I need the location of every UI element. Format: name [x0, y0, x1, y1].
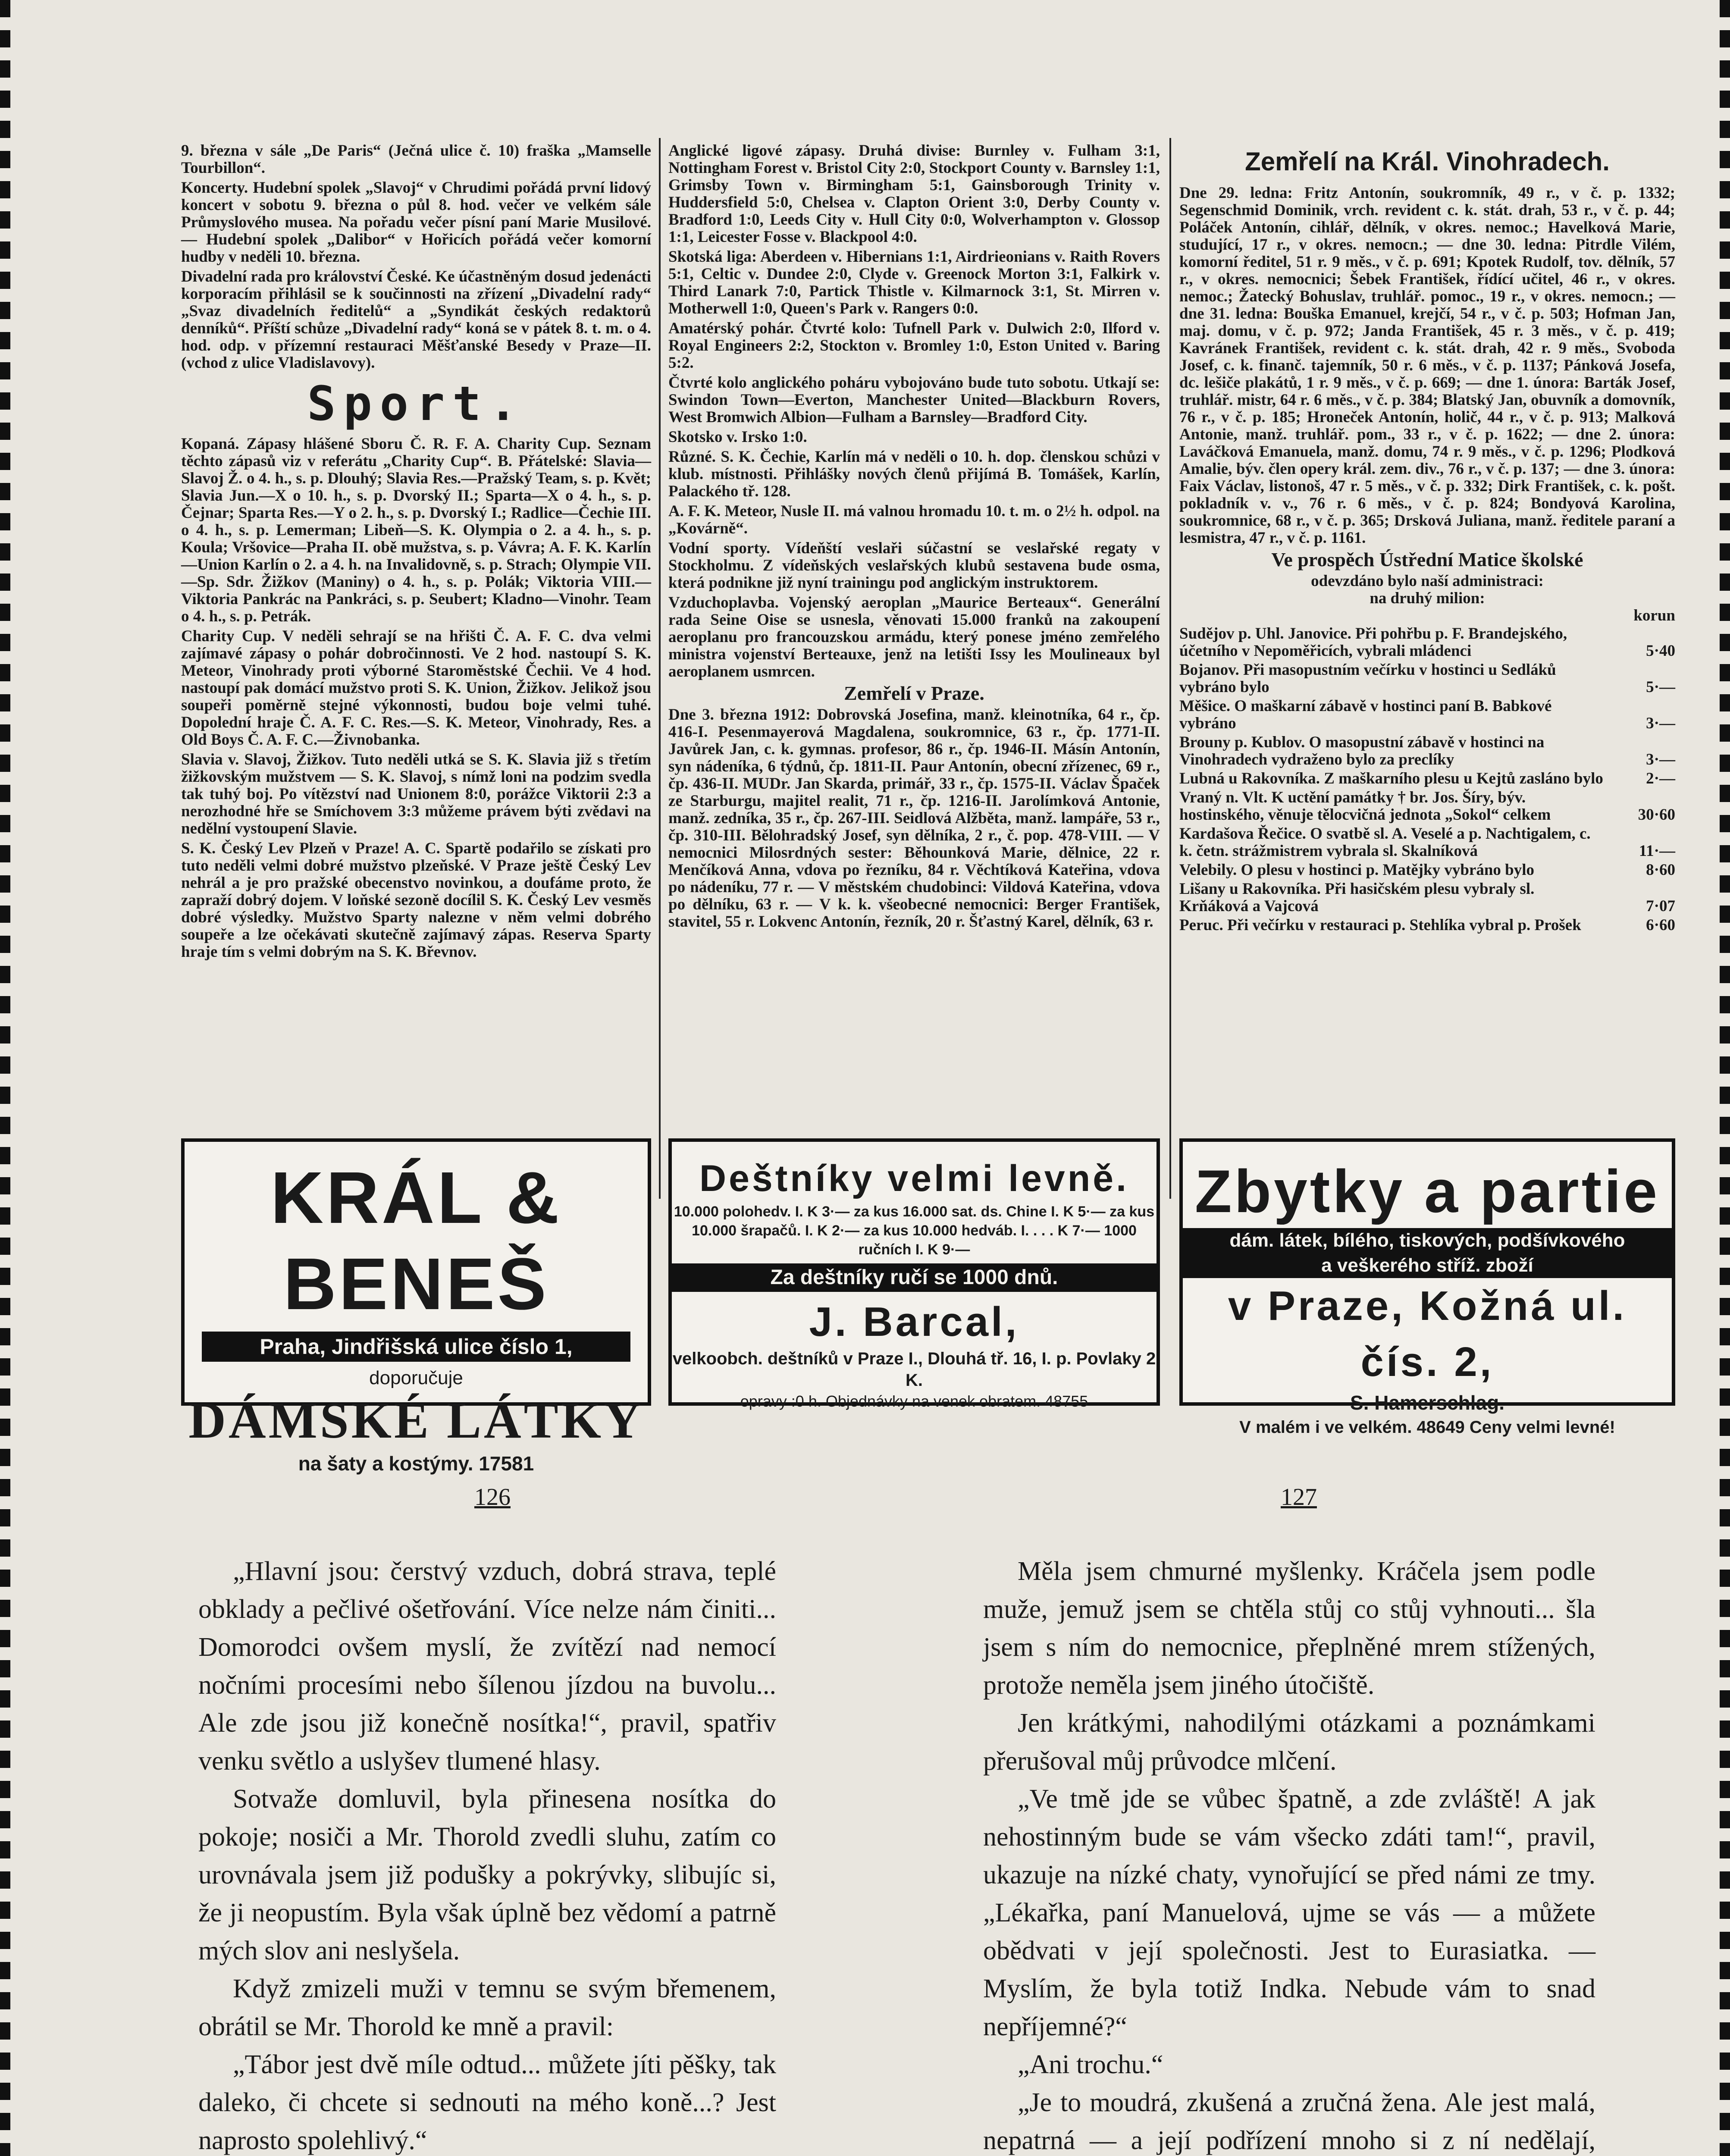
donation-amount: 6·60 — [1646, 916, 1675, 934]
column-rule — [1169, 138, 1171, 1199]
article-text: Kopaná. Zápasy hlášené Sboru Č. R. F. A. Charity Cup. Seznam těchto zápasů viz v referátu „Charity Cup“. B. Přátelské: Slavia—Slavoj Ž. o 4. h., s. p. Dlouhý; Slavia Res.—Pražský Team, s. p. Květ; Slavia Jun.—X o 10. h., s. p. Dvorský II.; Sparta—X o 4. h., s. p. Čejnar; Sparta Res.—Y o 2. h., s. p. Dvorský I.; Radlice—Čechie III. o 4. h., s. p. Lemerman; Libeň—S. K. Olympia o 2. a 4. h., s. p. Koula; Vršovice—Praha II. obě mužstva, s. p. Vávra; A. F. K. Karlín—Union Karlín o 2. a 4. h. na Invalidovně, s. p. Strach; Olympie VII.—Sp. Sdr. Žižkov (Maniny) o 4. h., s. p. Polák; Viktoria VIII.—Viktoria Pankrác na Pankráci, s. p. Seubert; Kladno—Vinohr. Team o 4. h., s. p. Petrák. — [181, 435, 651, 625]
donation-row — [1179, 733, 1675, 769]
news-column-2 — [668, 142, 1160, 1134]
ad-text: dám. látek, bílého, tiskových, podšívkového — [1183, 1228, 1672, 1253]
ad-text: Za deštníky ručí se 1000 dnů. — [672, 1263, 1156, 1292]
ad-text — [672, 1391, 1156, 1412]
donation-row — [1179, 697, 1675, 733]
ad-code: 48755 — [1045, 1392, 1088, 1410]
article-text: Koncerty. Hudební spolek „Slavoj“ v Chrudimi pořádá první lidový koncert v sobotu 9. března o půl 8. hod. večer ve velkém sále Průmyslového musea. Na pořadu večer písní paní Marie Musilové. — Hudební spolek „Dalibor“ v Hořicích pořádá večer komorní hudby v neděli 10. března. — [181, 179, 651, 266]
article-text: Skotsko v. Irsko 1:0. — [668, 428, 807, 446]
donation-text: Brouny p. Kublov. O masopustní zábavě v hostinci na Vinohradech vydraženo bylo za preclíky — [1179, 733, 1545, 768]
article-text: Skotská liga: Aberdeen v. Hibernians 1:1, Airdrieonians v. Raith Rovers 5:1, Celtic v. Dundee 2:0, Clyde v. Greenock Morton 3:1, Falkirk v. Third Lanark 7:0, Partick Thistle v. Kilmarnock 3:1, St. Mirren v. Motherwell 1:0, Queen's Park v. Rangers 0:0. — [668, 248, 1160, 317]
book-paragraph: „Je to moudrá, zkušená a zručná žena. Ale jest malá, nepatrná — a její podřízení mnoho si z ní nedělají, — [983, 2088, 1595, 2155]
book-paragraph: „Tábor jest dvě míle odtud... můžete jíti pěšky, tak daleko, či chcete si sednouti na mého koně...? Jest naprosto spolehlivý.“ — [198, 2050, 776, 2155]
article-text: Anglické ligové zápasy. Druhá divise: Burnley v. Fulham 3:1, Nottingham Forest v. Bristol City 2:0, Stockport County v. Barnsley 1:1, Grimsby Town v. Birmingham 5:1, Gainsborough Trinity v. Huddersfield 5:0, Chelsea v. Clapton Orient 3:0, Derby County v. Bradford 1:0, Leeds City v. Hull City 0:0, Wolverhampton v. Glossop 1:1, Leicester Fosse v. Blackpool 4:0. — [668, 142, 1160, 246]
ad-city: v Praze, Kožná ul. čís. 2, — [1228, 1283, 1627, 1385]
donation-text: Měšice. O maškarní zábavě v hostinci paní B. Babkové vybráno — [1179, 697, 1552, 732]
ad-title: KRÁL & BENEŠ — [270, 1157, 562, 1325]
article-text: Slavia v. Slavoj, Žižkov. Tuto neděli utká se S. K. Slavia již s třetím žižkovským mužstvem — S. K. Slavoj, s nímž loni na podzim svedla tak tuhý boj. Po vítězství nad Unionem 8:0, porážce Viktorii 2:3 a nerozhodné hře se Smíchovem 3:3 můžeme právem býti zvědavi na nedělní vystoupení Slavie. — [181, 751, 651, 837]
ad-note: opravy :0 h. Objednávky na venek obratem. — [740, 1392, 1041, 1410]
donation-row — [1179, 916, 1675, 935]
donation-text: Vraný n. Vlt. K uctění památky † br. Jos. Šíry, býv. hostinského, věnuje tělocvičná jednota „Sokol“ celkem — [1179, 789, 1551, 824]
section-heading: Zemřelí na Král. Vinohradech. — [1245, 147, 1610, 176]
ad-product: DÁMSKÉ LÁTKY — [188, 1391, 644, 1449]
donation-row — [1179, 880, 1675, 916]
ad-text: a veškerého stříž. zboží — [1183, 1253, 1672, 1278]
book-page-left — [198, 1552, 776, 2156]
page-number-left: 126 — [474, 1484, 511, 1510]
donation-amount: 11·— — [1639, 842, 1675, 860]
subheading: odevzdáno bylo naší administraci: — [1311, 572, 1544, 590]
article-text: Divadelní rada pro království České. Ke účastněným dosud jedenácti korporacím přihlásil se k součinnosti na zřízení „Divadelní rady“ „Svaz divadelních ředitelů“ a „Syndikát českých redaktorů denníků“. Příští schůze „Divadelní rady“ koná se v pátek 8. t. m. o 4. hod. odp. v přízemní restauraci Měšťanské Besedy v Praze—II. (vchod z ulice Vladislavovy). — [181, 268, 651, 372]
donation-row — [1179, 661, 1675, 697]
article-text: Čtvrté kolo anglického poháru vybojováno bude tuto sobotu. Utkají se: Swindon Town—Everton, Manchester United—Blackburn Rovers, West Bromwich Albion—Fulham a Barnsley—Bradford City. — [668, 374, 1160, 426]
book-paragraph: „Ani trochu.“ — [1018, 2050, 1163, 2079]
book-paragraph: Měla jsem chmurné myšlenky. Kráčela jsem podle muže, jemuž jsem se chtěla stůj co stůj vyhnouti... šla jsem s ním do nemocnice, přeplněné mrem stížených, protože neměla jsem jiného útočiště. — [983, 1557, 1595, 1700]
ad-text: velkoobch. deštníků v Praze I., Dlouhá tř. 16, I. p. Povlaky 2 K. — [672, 1349, 1156, 1390]
donation-row — [1179, 624, 1675, 661]
sport-heading: Sport. — [307, 376, 525, 431]
ad-address: Praha, Jindřišská ulice číslo 1, — [202, 1332, 630, 1362]
advertisement-kral-benes — [181, 1138, 651, 1475]
donation-row — [1179, 769, 1675, 788]
article-text: Amatérský pohár. Čtvrté kolo: Tufnell Park v. Dulwich 2:0, Ilford v. Royal Engineers 2:2, Stockton v. Bromley 1:0, Eston United v. Baring 5:2. — [668, 320, 1160, 372]
ad-tagline: na šaty a kostýmy. — [298, 1452, 473, 1475]
donation-text: Lišany u Rakovníka. Při hasičském plesu vybraly sl. Krňáková a Vajcová — [1179, 880, 1535, 915]
subheading: na druhý milion: — [1370, 589, 1485, 607]
donation-amount: 5·— — [1646, 678, 1675, 696]
ad-code: 17581 — [479, 1452, 534, 1475]
article-text: Charity Cup. V neděli sehrají se na hřišti Č. A. F. C. dva velmi zajímavé zápasy o pohár dobročinnosti. Ve 2 hod. nastoupí S. K. Meteor, Vinohrady proti výborné Staroměstské Čechii. Ve 4 hod. nastoupí pak domácí mužstvo proti S. K. Union, Žižkov. Jelikož jsou soupeři poměrně stejné výkonnosti, budou boje velmi tuhé. Dopolední hraje Č. A. F. C. Res.—S. K. Meteor, Vinohrady, Res. a Old Boys Č. A. F. C.—Živnobanka. — [181, 627, 651, 749]
book-paragraph: Jen krátkými, nahodilými otázkami a poznámkami přerušoval můj průvodce mlčení. — [983, 1708, 1595, 1776]
donation-amount: 7·07 — [1646, 897, 1675, 915]
article-text: Dne 3. března 1912: Dobrovská Josefina, manž. kleinotníka, 64 r., čp. 416-I. Pesenmayerová Magdalena, soukromnice, 63 r., čp. 1771-II. Javůrek Jan, c. k. gymnas. profesor, 86 r., čp. 1946-II. Másín Antonín, syn nádeníka, 6 týdnů, čp. 1811-II. Paur Antonín, obecní zřízenec, 69 r., čp. 436-II. MUDr. Jan Skarda, primář, 33 r., čp. 1575-II. Václav Špaček ze Starburgu, majitel realit, 71 r., čp. 1216-II. Jarolímková Antonie, manž. zedníka, 35 r., čp. 267-III. Seidlová Alžběta, manž. lampáře, 53 r., čp. 310-III. Bělohradský Josef, syn dělníka, 2 r., č. pop. 478-VIII. — V nemocnici Milosrdných sester: Běhounková Marie, dělnice, 22 r. Menčíková Anna, vdova po řezníku, 84 r. Věchtíková Kateřina, vdova po nádeníku, 77 r. — V městském chudobinci: Vildová Kateřina, vdova po dělníku, 63 r. — V k. k. všeobecné nemocnici: Berger František, stavitel, 55 r. Lokvenc Antonín, řezník, 20 r. Šťastný Karel, dělník, 63 r. — [668, 706, 1160, 931]
ad-title: Zbytky a partie — [1194, 1157, 1660, 1225]
left-border — [0, 0, 10, 2156]
donation-amount: 2·— — [1646, 770, 1675, 787]
article-text: Různé. S. K. Čechie, Karlín má v neděli o 10. h. dop. členskou schůzi v klub. místnosti. Přihlášky nových členů přijímá B. Tomášek, Karlín, Palackého tř. 128. — [668, 448, 1160, 500]
donation-amount: 3·— — [1646, 714, 1675, 732]
book-paragraph: Když zmizeli muži v temnu se svým břemenem, obrátil se Mr. Thorold ke mně a pravil: — [198, 1974, 776, 2041]
donation-text: Bojanov. Při masopustním večírku v hostinci u Sedláků vybráno bylo — [1179, 661, 1556, 696]
article-text: 9. března v sále „De Paris“ (Ječná ulice č. 10) fraška „Mamselle Tourbillon“. — [181, 142, 651, 177]
ad-text: doporučuje — [369, 1367, 463, 1388]
book-paragraph: Sotvaže domluvil, byla přinesena nosítka do pokoje; nosiči a Mr. Thorold zvedli sluhu, zatím co urovnávala jsem již podušky a pokrývky, slibujíc si, že ji neopustím. Byla však úplně bez vědomí a patrně mých slov ani neslyšela. — [198, 1784, 776, 1965]
donation-amount: 5·40 — [1646, 642, 1675, 660]
news-column-1 — [181, 142, 651, 1134]
donation-text: Lubná u Rakovníka. Z maškarního plesu u Kejtů zasláno bylo — [1179, 770, 1603, 787]
article-text: S. K. Český Lev Plzeň v Praze! A. C. Spartě podařilo se získati pro tuto neděli velmi dobré mužstvo plzeňské. V Praze ještě Český Lev nehrál a je pro pražské obecenstvo novinkou, a doufáme proto, že zapraží dobrý dojem. V loňské sezoně docílil S. K. Český Lev vesměs dobré výsledky. Mužstvo Sparty nalezne v něm velmi dobrého soupeře a lze očekávati skutečně zajímavý zápas. Reserva Sparty hraje tím s velmi dobrým na S. K. Břevnov. — [181, 840, 651, 961]
article-text: Vzduchoplavba. Vojenský aeroplan „Maurice Berteaux“. Generální rada Seine Oise se usnesla, věnovati 15.000 franků na zakoupení aeroplanu pro francouzskou armádu, který ponese jméno zemřelého ministra vojenství Berteauxe, jenž na letišti Issy les Moulineaux byl aeroplanem usmrcen. — [668, 594, 1160, 680]
donation-amount: 3·— — [1646, 751, 1675, 768]
donation-text: Kardašova Řečice. O svatbě sl. A. Veselé a p. Nachtigalem, c. k. četn. strážmistrem vybrala sl. Skalníková — [1179, 825, 1591, 860]
donation-text: Velebily. O plesu v hostinci p. Matějky vybráno bylo — [1179, 861, 1535, 879]
donation-row — [1179, 824, 1675, 861]
book-paragraph: „Ve tmě jde se vůbec špatně, a zde zvláště! A jak nehostinným bude se vám všecko zdáti tam!“, pravil, ukazuje na nízké chaty, vynořující se před námi ze tmy. „Lékařka, paní Manuelová, ujme se vás — a můžete obědvati v její společnosti. Jest to Eurasiatka. — Myslím, že byla totiž Indka. Nebude vám to snad nepříjemné?“ — [983, 1784, 1595, 2041]
news-column-3 — [1179, 142, 1675, 1134]
donation-row — [1179, 861, 1675, 880]
donation-amount: 8·60 — [1646, 861, 1675, 879]
section-heading: Ve prospěch Ústřední Matice školské — [1271, 548, 1583, 570]
donation-row — [1179, 788, 1675, 824]
column-rule — [659, 138, 661, 1199]
ad-firm: S. Hamerschlag. — [1350, 1391, 1504, 1414]
ad-text: 10.000 šrapačů. I. K 2·— za kus 10.000 hedváb. I. . . . K 7·— 1000 ručních I. K 9·— — [692, 1222, 1137, 1258]
book-paragraph: „Hlavní jsou: čerstvý vzduch, dobrá strava, teplé obklady a pečlivé ošetřování. Více nelze nám činiti... Domorodci ovšem myslí, že zvítězí nad nemocí nočními procesími nebo šílenou jízdou na buvolu... Ale zde jsou již konečně nosítka!“, pravil, spatřiv venku světlo a uslyšev tlumené hlasy. — [198, 1557, 776, 1776]
ad-text: 10.000 polohedv. I. K 3·— za kus 16.000 sat. ds. Chine I. K 5·— za kus — [674, 1203, 1155, 1220]
article-text: Dne 29. ledna: Fritz Antonín, soukromník, 49 r., v č. p. 1332; Segenschmid Dominik, vrch. revident c. k. stát. drah, 53 r., v č. p. 44; Poláček Antonín, cihlář, dělník, v okres. nemoc.; Havelková Marie, studující, 17 r., v okres. nemocn.; — dne 30. ledna: Pitrdle Vilém, komorní ředitel, 51 r. 9 měs., v č. p. 691; Kpotek Rudolf, tov. dělník, 57 r., v okres. nemocnici; Šebek František, řídící učitel, 46 r., v okres. nemoc.; Žatecký Bohuslav, truhlář. pomoc., 19 r., v okres. nemocn.; — dne 31. ledna: Bouška Emanuel, krejčí, 54 r., v č. p. 503; Hofman Jan, maj. domu, v č. p. 972; Janda František, 45 r. 3 měs., v č. p. 419; Kavránek František, revident c. k. stát. drah, 42 r. 9 měs., Svoboda Josef, c. k. finanč. tajemník, 50 r. 6 měs., v č. p. 1137; Pánková Josefa, dc. lešiče plakátů, 1 r. 9 měs., v č. p. 669; — dne 1. února: Barták Josef, truhlář. mistr, 64 r. 6 měs., v č. p. 384; Blatský Jan, obuvník a domovník, 76 r., v č. p. 185; Hroneček Antonín, holič, 44 r., v č. p. 913; Malková Antonie, manž. truhlář. pom., 33 r., v č. p. 1622; — dne 2. února: Laváčková Emanuela, manž. domu, 74 r. 9 měs., v č. p. 1296; Plodková Amalie, býv. člen opery král. zem. div., 76 r., v č. p. 137; — dne 3. února: Faix Václav, listonoš, 47 r. 5 měs., v č. p. 332; Dirk František, c. k. pošt. pokladník v. v., 76 r. 6 měs., v č. p. 824; Bondyová Karolina, soukromnice, 68 r., v č. p. 365; Drsková Juliana, manž. ředitele paraní a lesmistra, 47 r., v č. p. 1161. — [1179, 184, 1675, 547]
book-page-right — [983, 1552, 1595, 2156]
ad-text — [185, 1451, 648, 1476]
article-text: A. F. K. Meteor, Nusle II. má valnou hromadu 10. t. m. o 2½ h. odpol. na „Kovárně“. — [668, 502, 1160, 537]
ad-title: Deštníky velmi levně. — [699, 1158, 1129, 1199]
donation-text: Peruc. Při večírku v restauraci p. Stehlíka vybral p. Prošek — [1179, 916, 1581, 934]
ad-text: V malém i ve velkém. 48649 Ceny velmi levné! — [1239, 1418, 1615, 1437]
right-border — [1720, 0, 1730, 2156]
page-number-right: 127 — [1281, 1484, 1317, 1510]
donation-text: Sudějov p. Uhl. Janovice. Při pohřbu p. F. Brandejského, účetního v Nepoměřicích, vybrali mládenci — [1179, 625, 1567, 660]
donations-table — [1179, 624, 1675, 935]
advertisement-zbytky — [1179, 1138, 1675, 1437]
advertisement-destniky — [668, 1138, 1160, 1410]
currency-label: korun — [1633, 607, 1675, 624]
ad-company: J. Barcal, — [809, 1299, 1019, 1345]
section-heading: Zemřelí v Praze. — [844, 682, 984, 704]
article-text: Vodní sporty. Vídeňští veslaři súčastní se veslařské regaty v Stockholmu. Z vídeňských veslařských klubů sestavena bude osma, která podnikne již nyní trainingu pod anglickým instruktorem. — [668, 539, 1160, 592]
donation-amount: 30·60 — [1638, 806, 1675, 824]
